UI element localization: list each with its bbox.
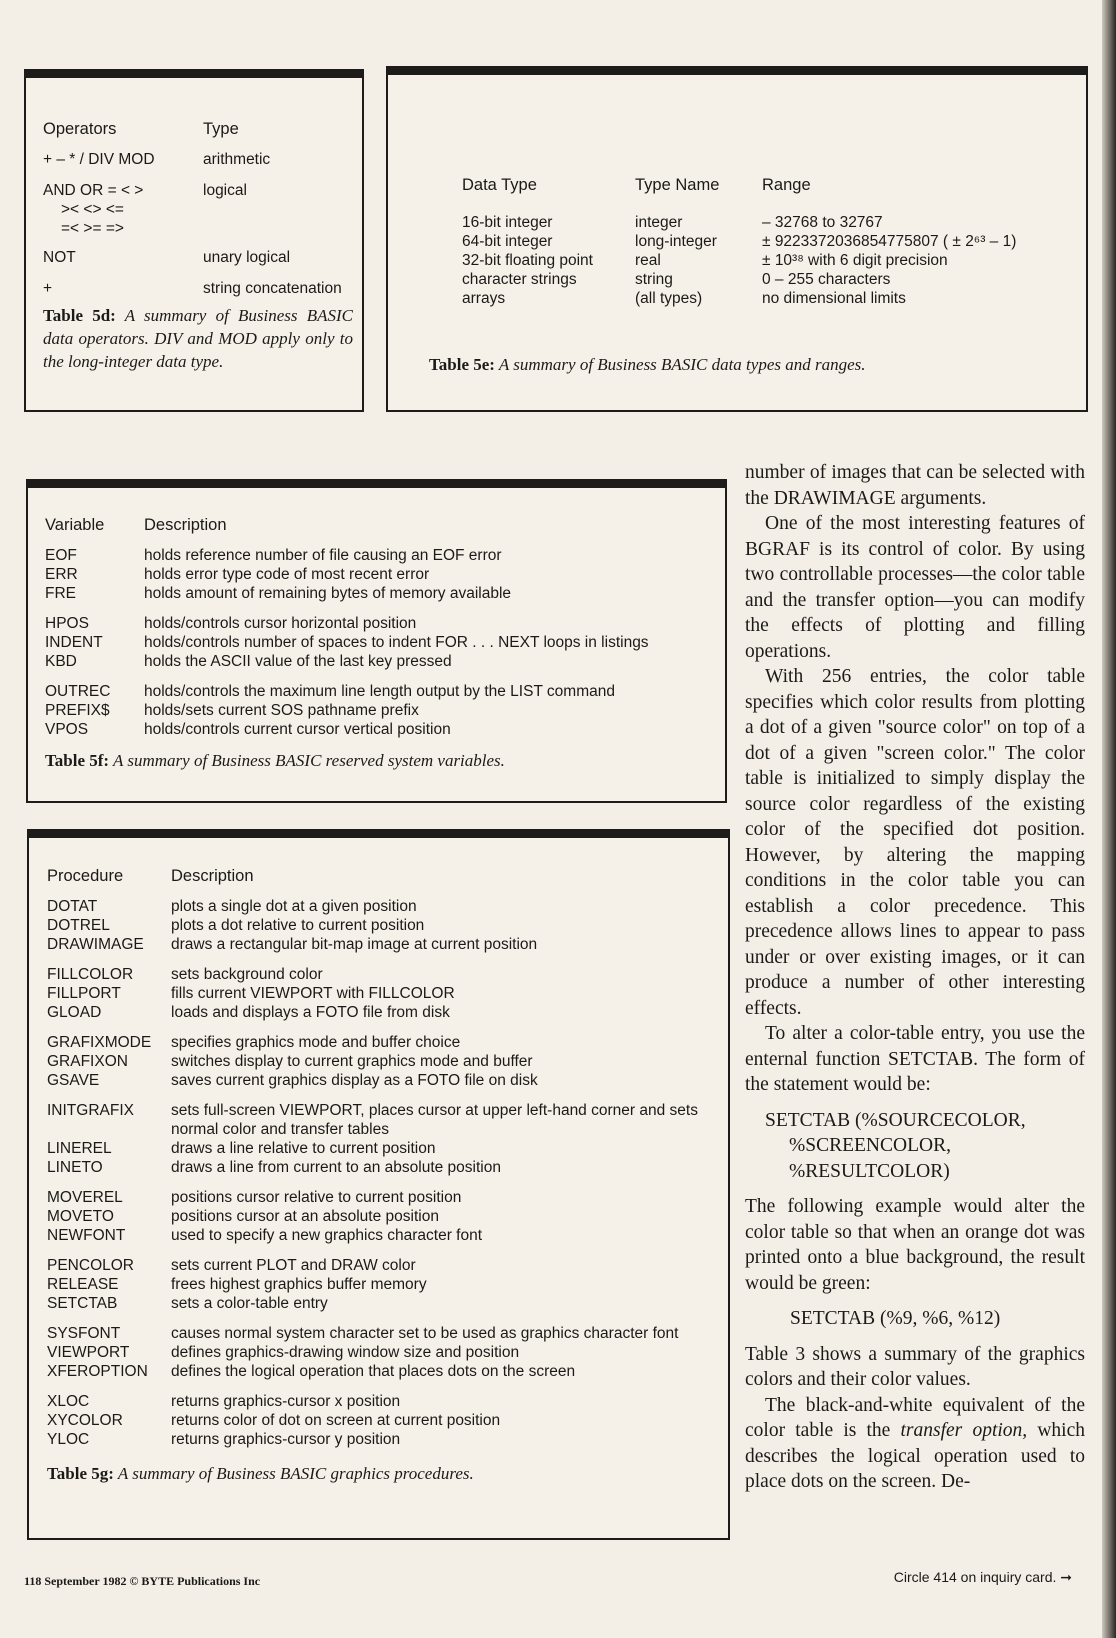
variable-cell: HPOS — [45, 615, 89, 632]
data-type-cell: 64-bit integer — [462, 233, 553, 250]
table-row — [45, 633, 715, 652]
description-cell: holds/sets current SOS pathname prefix — [144, 702, 419, 719]
procedure-cell: GSAVE — [47, 1072, 100, 1089]
table-row — [47, 1343, 722, 1362]
description-cell: sets a color-table entry — [171, 1295, 328, 1312]
table-group — [45, 682, 715, 739]
body-paragraph: To alter a color-table entry, you use the enternal function SETCTAB. The form of the statement would be: — [745, 1023, 1085, 1095]
table-row — [47, 1411, 722, 1430]
table-row — [47, 1139, 722, 1158]
procedure-cell: VIEWPORT — [47, 1344, 130, 1361]
procedure-cell: DOTAT — [47, 898, 98, 915]
table-row — [47, 1188, 722, 1207]
description-cell: sets current PLOT and DRAW color — [171, 1257, 416, 1274]
operator-cell: NOT — [43, 249, 76, 266]
description-cell: draws a line from current to an absolute position — [171, 1159, 501, 1176]
variable-cell: OUTREC — [45, 683, 111, 700]
procedure-cell: XYCOLOR — [47, 1412, 123, 1429]
range-cell: ± 10³⁸ with 6 digit precision — [762, 252, 948, 269]
description-cell: defines graphics-drawing window size and position — [171, 1344, 520, 1361]
description-cell: holds/controls number of spaces to indent FOR . . . NEXT loops in listings — [144, 634, 649, 651]
table-caption — [45, 749, 715, 772]
caption-label: Table 5f: — [45, 751, 110, 770]
table-5f — [26, 479, 727, 803]
table-row — [47, 1275, 722, 1294]
column-header-type: Type — [203, 120, 239, 138]
table-row — [43, 150, 353, 169]
column-header-description: Description — [171, 867, 254, 885]
inquiry-card-note: Circle 414 on inquiry card. ➞ — [893, 1569, 1072, 1585]
table-caption — [43, 304, 353, 373]
procedure-cell: XLOC — [47, 1393, 90, 1410]
procedure-cell: NEWFONT — [47, 1227, 126, 1244]
body-paragraph: number of images that can be selected with the DRAWIMAGE arguments. — [745, 462, 1085, 509]
description-cell: draws a rectangular bit-map image at current position — [171, 936, 538, 953]
table-row — [47, 1324, 722, 1343]
table-group — [47, 1033, 722, 1090]
type-name-cell: real — [635, 252, 661, 269]
text-run: which describes the logical operation used to place dots on the screen. De- — [745, 1420, 1086, 1492]
table-header — [45, 516, 715, 535]
table-row — [45, 682, 715, 701]
description-cell: holds error type code of most recent error — [144, 566, 430, 583]
type-name-cell: string — [635, 271, 673, 288]
procedure-cell: RELEASE — [47, 1276, 119, 1293]
table-row — [462, 213, 1082, 232]
column-header-procedure: Procedure — [47, 867, 124, 885]
table-row — [43, 279, 353, 298]
table-row — [43, 248, 353, 267]
code-line: %RESULTCOLOR) — [789, 1160, 950, 1182]
column-header-data-type: Data Type — [462, 176, 537, 194]
description-cell: defines the logical operation that places dots on the screen — [171, 1363, 576, 1380]
caption-label: Table 5d: — [43, 306, 116, 325]
description-cell: plots a dot relative to current position — [171, 917, 425, 934]
procedure-cell: MOVETO — [47, 1208, 114, 1225]
variable-cell: FRE — [45, 585, 76, 602]
table-group — [45, 546, 715, 603]
type-cell: unary logical — [203, 249, 291, 266]
procedure-cell: DRAWIMAGE — [47, 936, 144, 953]
data-type-cell: 16-bit integer — [462, 214, 553, 231]
caption-text: A summary of Business BASIC graphics procedures. — [117, 1464, 474, 1483]
procedure-cell: SETCTAB — [47, 1295, 118, 1312]
operator-cell: =< >= => — [61, 220, 124, 237]
procedure-cell: SYSFONT — [47, 1325, 121, 1342]
body-paragraph: One of the most interesting features of BGRAF is its control of color. By using two controllable processes—the color table and the transfer option—you can modify the effects of plotting and filling operations. — [745, 513, 1085, 662]
description-cell: switches display to current graphics mode and buffer — [171, 1053, 533, 1070]
description-cell: frees highest graphics buffer memory — [171, 1276, 427, 1293]
article-body-column — [745, 460, 1085, 1495]
description-cell: returns graphics-cursor y position — [171, 1431, 401, 1448]
code-line: SETCTAB (%SOURCECOLOR, — [765, 1109, 1026, 1131]
variable-cell: VPOS — [45, 721, 89, 738]
procedure-cell: PENCOLOR — [47, 1257, 134, 1274]
emphasis-transfer-option: transfer option, — [900, 1420, 1028, 1441]
type-cell: arithmetic — [203, 151, 271, 168]
type-name-cell: long-integer — [635, 233, 717, 250]
procedure-cell: FILLCOLOR — [47, 966, 134, 983]
code-block-setctab-example: SETCTAB (%9, %6, %12) — [790, 1308, 1001, 1329]
type-name-cell: integer — [635, 214, 683, 231]
description-cell: fills current VIEWPORT with FILLCOLOR — [171, 985, 455, 1002]
caption-label: Table 5g: — [47, 1464, 114, 1483]
text-run: The black-and-white equivalent of the color table is the — [745, 1394, 1085, 1441]
procedure-cell: LINETO — [47, 1159, 103, 1176]
table-header — [43, 120, 353, 139]
description-cell: holds amount of remaining bytes of memory available — [144, 585, 512, 602]
table-row — [47, 1101, 722, 1139]
table-row — [462, 232, 1082, 251]
table-5e — [386, 66, 1088, 412]
procedure-cell: LINEREL — [47, 1140, 112, 1157]
table-row — [47, 1207, 722, 1226]
procedure-cell: INITGRAFIX — [47, 1102, 134, 1119]
description-cell: used to specify a new graphics character font — [171, 1227, 483, 1244]
operator-cell: >< <> <= — [61, 201, 124, 218]
description-cell: holds the ASCII value of the last key pressed — [144, 653, 452, 670]
table-row — [45, 652, 715, 671]
description-cell: loads and displays a FOTO file from disk — [171, 1004, 450, 1021]
table-row — [47, 1226, 722, 1245]
table-row — [45, 720, 715, 739]
body-paragraph: With 256 entries, the color table specifies which color results from plotting a dot of a given "source color" on top of a dot of a given "screen color." The color table is initialized to simply display the source color regardless of the existing color of the specified dot position. However, by altering the mapping conditions in the color table you can establish a color precedence. This precedence allows lines to appear to pass under or over existing images, or it can produce a number of other interesting effects. — [745, 666, 1085, 1019]
type-name-cell: (all types) — [635, 290, 703, 307]
description-cell: positions cursor at an absolute position — [171, 1208, 439, 1225]
range-cell: ± 9223372036854775807 ( ± 2⁶³ – 1) — [762, 233, 1017, 250]
column-header-description: Description — [144, 516, 227, 534]
table-row — [43, 200, 353, 219]
description-cell: holds reference number of file causing an EOF error — [144, 547, 502, 564]
description-cell: holds/controls current cursor vertical position — [144, 721, 451, 738]
table-group — [47, 965, 722, 1022]
table-row — [45, 584, 715, 603]
table-row — [45, 565, 715, 584]
table-row — [47, 935, 722, 954]
data-type-cell: arrays — [462, 290, 506, 307]
body-paragraph: The following example would alter the color table so that when an orange dot was printed onto a blue background, the result would be green: — [745, 1196, 1085, 1294]
table-group — [47, 1324, 722, 1381]
procedure-cell: MOVEREL — [47, 1189, 123, 1206]
description-cell: plots a single dot at a given position — [171, 898, 417, 915]
table-group — [47, 1101, 722, 1177]
data-type-cell: 32-bit floating point — [462, 252, 593, 269]
table-row — [462, 270, 1082, 289]
data-type-cell: character strings — [462, 271, 577, 288]
table-row — [47, 1294, 722, 1313]
page-edge-shadow — [1102, 0, 1116, 1638]
table-row — [47, 1033, 722, 1052]
caption-label: Table 5e: — [429, 355, 495, 374]
description-cell: returns graphics-cursor x position — [171, 1393, 401, 1410]
description-cell: draws a line relative to current position — [171, 1140, 436, 1157]
table-caption — [47, 1462, 722, 1485]
table-group — [47, 897, 722, 954]
variable-cell: INDENT — [45, 634, 103, 651]
table-row — [47, 984, 722, 1003]
table-row — [45, 701, 715, 720]
variable-cell: PREFIX$ — [45, 702, 110, 719]
table-row — [45, 546, 715, 565]
description-cell: causes normal system character set to be used as graphics character font — [171, 1325, 679, 1342]
table-row — [47, 1256, 722, 1275]
description-cell: specifies graphics mode and buffer choice — [171, 1034, 461, 1051]
operator-cell: + – * / DIV MOD — [43, 151, 155, 168]
table-header — [47, 867, 722, 886]
table-row — [47, 1392, 722, 1411]
type-cell: string concatenation — [203, 280, 342, 297]
description-cell: returns color of dot on screen at current position — [171, 1412, 501, 1429]
table-row — [462, 289, 1082, 308]
page-folio: 118 September 1982 © BYTE Publications Inc — [24, 1574, 261, 1588]
caption-text: A summary of Business BASIC data types and ranges. — [498, 355, 866, 374]
table-group — [47, 1392, 722, 1449]
body-paragraph — [745, 1393, 1085, 1495]
operator-cell: AND OR = < > — [43, 182, 144, 199]
column-header-variable: Variable — [45, 516, 105, 534]
variable-cell: ERR — [45, 566, 78, 583]
description-cell: sets full-screen VIEWPORT, places cursor at upper left-hand corner and sets normal color and transfer tables — [171, 1102, 698, 1138]
table-row — [47, 1003, 722, 1022]
range-cell: 0 – 255 characters — [762, 271, 891, 288]
table-row — [47, 1071, 722, 1090]
variable-cell: KBD — [45, 653, 77, 670]
variable-cell: EOF — [45, 547, 77, 564]
column-header-type-name: Type Name — [635, 176, 720, 194]
procedure-cell: XFEROPTION — [47, 1363, 148, 1380]
code-block-setctab-form — [765, 1108, 1085, 1185]
procedure-cell: DOTREL — [47, 917, 110, 934]
range-cell: – 32768 to 32767 — [762, 214, 883, 231]
description-cell: sets background color — [171, 966, 323, 983]
table-group — [47, 1256, 722, 1313]
body-paragraph: Table 3 shows a summary of the graphics colors and their color values. — [745, 1343, 1085, 1390]
table-5d — [24, 69, 364, 412]
table-row — [47, 1052, 722, 1071]
procedure-cell: YLOC — [47, 1431, 90, 1448]
table-row — [47, 1158, 722, 1177]
description-cell: holds/controls cursor horizontal position — [144, 615, 417, 632]
operator-cell: + — [43, 280, 53, 297]
table-row — [47, 965, 722, 984]
table-row — [43, 219, 353, 238]
table-5g — [27, 829, 730, 1540]
caption-text: A summary of Business BASIC reserved system variables. — [113, 751, 505, 770]
table-row — [43, 181, 353, 200]
procedure-cell: GLOAD — [47, 1004, 102, 1021]
column-header-operators: Operators — [43, 120, 117, 138]
table-body — [462, 213, 1082, 308]
table-row — [45, 614, 715, 633]
procedure-cell: FILLPORT — [47, 985, 121, 1002]
type-cell: logical — [203, 182, 247, 199]
table-row — [462, 251, 1082, 270]
table-group — [45, 614, 715, 671]
table-row — [47, 1362, 722, 1381]
range-cell: no dimensional limits — [762, 290, 906, 307]
table-caption — [429, 353, 866, 376]
procedure-cell: GRAFIXON — [47, 1053, 128, 1070]
description-cell: holds/controls the maximum line length output by the LIST command — [144, 683, 615, 700]
procedure-cell: GRAFIXMODE — [47, 1034, 152, 1051]
caption-text: A summary of Business BASIC data operators. DIV and MOD apply only to the long-integer data type. — [43, 306, 353, 371]
table-row — [47, 1430, 722, 1449]
description-cell: positions cursor relative to current position — [171, 1189, 462, 1206]
table-row — [47, 916, 722, 935]
table-row — [47, 897, 722, 916]
column-header-range: Range — [762, 176, 811, 194]
code-line: %SCREENCOLOR, — [789, 1135, 951, 1156]
table-group — [47, 1188, 722, 1245]
description-cell: saves current graphics display as a FOTO file on disk — [171, 1072, 538, 1089]
